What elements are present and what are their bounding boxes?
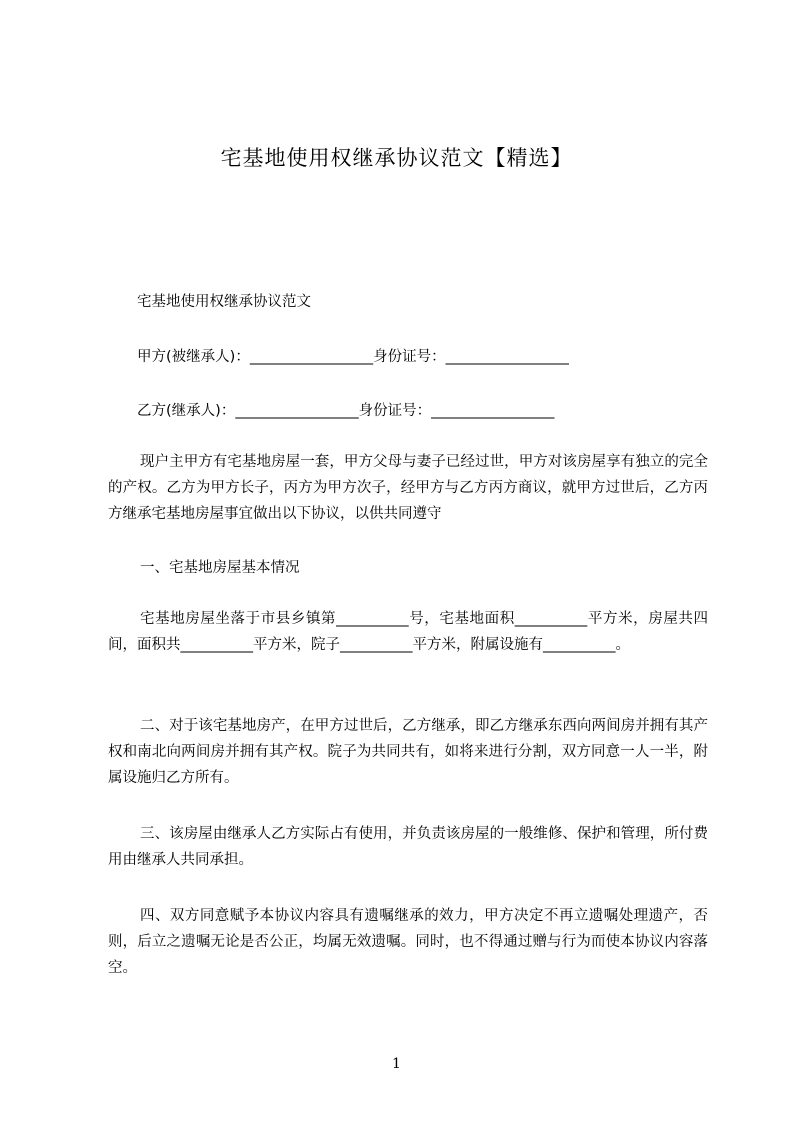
clause-paragraph-4: 四、双方同意赋予本协议内容具有遗嘱继承的效力，甲方决定不再立遗嘱处理遗产，否则，后立之遗嘱无论是否公正，均属无效遗嘱。同时，也不得通过赠与行为而使本协议内容落空。 <box>108 908 708 976</box>
page-number: 1 <box>392 1056 401 1072</box>
clause-paragraph-3: 三、该房屋由继承人乙方实际占有使用，并负责该房屋的一般维修、保护和管理，所付费用由继承人共同承担。 <box>108 826 708 868</box>
document-title: 宅基地使用权继承协议范文【精选】 <box>220 146 573 170</box>
party-a-line: 甲方(被继承人)：_________________身份证号：_________________ <box>137 349 569 365</box>
party-b-line: 乙方(继承人)：_________________身份证号：_________________ <box>137 403 555 419</box>
section-heading-1: 一、宅基地房屋基本情况 <box>140 560 300 576</box>
document-subtitle: 宅基地使用权继承协议范文 <box>137 294 311 310</box>
clause-paragraph-1: 宅基地房屋坐落于市县乡镇第__________号，宅基地面积__________平方米，房屋共四间，面积共__________平方米，院子__________平方米，附属设施有__________。 <box>108 611 708 653</box>
intro-paragraph: 现户主甲方有宅基地房屋一套，甲方父母与妻子已经过世，甲方对该房屋享有独立的完全的产权。乙方为甲方长子，丙方为甲方次子，经甲方与乙方丙方商议，就甲方过世后，乙方丙方继承宅基地房屋事宜做出以下协议，以供共同遵守 <box>108 454 708 522</box>
clause-paragraph-2: 二、对于该宅基地房产，在甲方过世后，乙方继承，即乙方继承东西向两间房并拥有其产权和南北向两间房并拥有其产权。院子为共同共有，如将来进行分割，双方同意一人一半，附属设施归乙方所有。 <box>108 718 708 786</box>
